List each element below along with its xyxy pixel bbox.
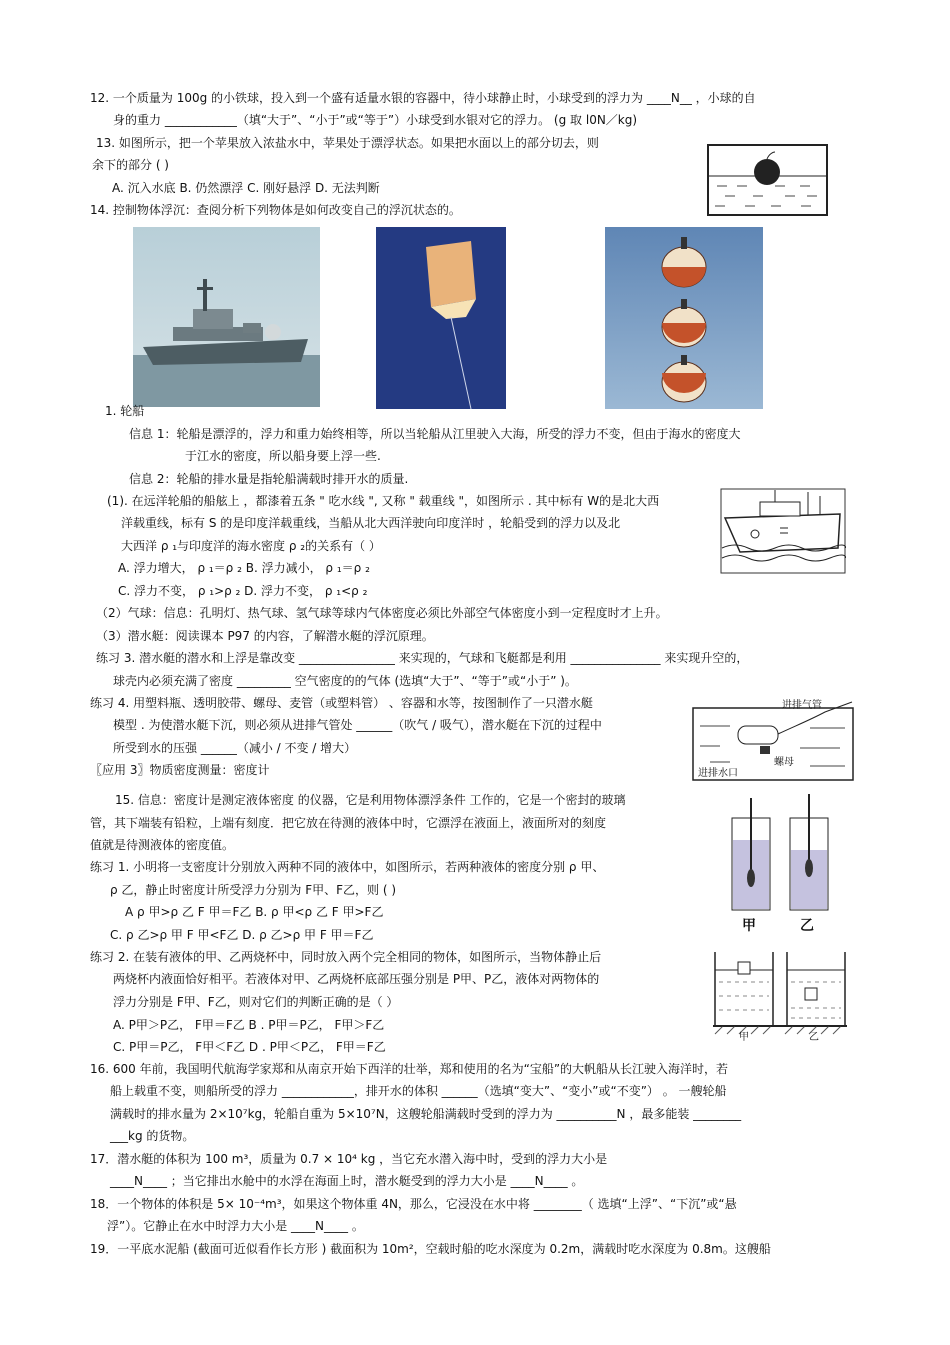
text-line: 19．一平底水泥船 (截面可近似看作长方形 ) 截面积为 10m²，空载时船的吃水深度为 0.2m，满载时吃水深度为 0.8m。这艘船 [90, 1242, 771, 1256]
text-line: 练习 1. 小明将一支密度计分别放入两种不同的液体中，如图所示，若两种液体的密度分别 ρ 甲、 [90, 860, 605, 874]
lantern-photo [376, 227, 506, 409]
pipe-label: 进排气管 [782, 700, 822, 711]
hydrometer-figure [720, 790, 844, 940]
text-line: 浮力分别是 F甲、F乙，则对它们的判断正确的是（ ） [113, 995, 399, 1009]
text-line: （2）气球：信息：孔明灯、热气球、氢气球等球内气体密度必须比外部空气体密度小到一定程度时才上升。 [96, 606, 668, 620]
beaker-label-yi: 乙 [809, 1032, 819, 1043]
text-line: A ρ 甲>ρ 乙 F 甲＝F乙 B. ρ 甲<ρ 乙 F 甲>F乙 [125, 905, 384, 919]
ship-loadline-figure [720, 488, 846, 574]
submarine-model-figure [690, 696, 855, 782]
text-line: 球壳内必须充满了密度 _________ 空气密度的的气体 (选填“大于”、“等于”或“小于” )。 [113, 674, 577, 688]
text-line: 练习 2. 在装有液体的甲、乙两烧杯中，同时放入两个完全相同的物体，如图所示，当物体静止后 [90, 950, 602, 964]
text-line: 18．一个物体的体积是 5× 10⁻⁴m³，如果这个物体重 4N，那么，它浸没在水中将 ________（ 选填“上浮”、“下沉”或“悬 [90, 1197, 737, 1211]
text-line: A. 沉入水底 B. 仍然漂浮 C. 刚好悬浮 D. 无法判断 [112, 181, 380, 195]
label-jia: 甲 [742, 918, 756, 934]
text-line: C. P甲＝P乙， F甲＜F乙 D . P甲＜P乙， F甲＝F乙 [113, 1040, 386, 1054]
text-line: 满载时的排水量为 2×10⁷kg，轮船自重为 5×10⁷N，这艘轮船满载时受到的浮力为 __________N ，最多能装 ________ [110, 1107, 742, 1121]
text-line: 练习 4. 用塑料瓶、透明胶带、螺母、麦管（或塑料管） 、容器和水等，按图制作了一只潜水艇 [90, 696, 593, 710]
text-line: (1). 在远洋轮船的船舷上 ，都漆着五条 " 吃水线 ", 又称 " 载重线 "，如图所示 . 其中标有 W的是北大西 [107, 494, 660, 508]
nut-label: 螺母 [774, 757, 794, 768]
text-line: 于江水的密度，所以船身要上浮一些. [185, 449, 381, 463]
text-line: 浮”）。它静止在水中时浮力大小是 ____N____ 。 [107, 1219, 364, 1233]
two-beakers-figure [705, 948, 855, 1043]
text-line: 管，其下端装有铅粒，上端有刻度．把它放在待测的液体中时，它漂浮在液面上，液面所对的刻度 [90, 816, 607, 830]
text-line: 〖应用 3〗物质密度测量：密度计 [90, 763, 270, 777]
text-line: 15. 信息：密度计是测定液体密度 的仪器，它是利用物体漂浮条件 工作的，它是一个密封的玻璃 [115, 793, 626, 807]
text-line: 身的重力 ____________（填“大于”、“小于”或“等于”）小球受到水银对它的浮力。 (g 取 l0N／kg) [113, 113, 638, 127]
text-line: 信息 2：轮船的排水量是指轮船满载时排开水的质量. [129, 472, 409, 486]
text-line: ρ 乙，静止时密度计所受浮力分别为 F甲、F乙，则 ( ) [110, 883, 397, 897]
text-line: 船上载重不变，则船所受的浮力 ____________，排开水的体积 ______（选填“变大”、“变小”或“不变”） 。 一艘轮船 [110, 1084, 727, 1098]
text-line: A. 浮力增大， ρ ₁＝ρ ₂ B. 浮力减小， ρ ₁＝ρ ₂ [118, 561, 370, 575]
text-line: 14. 控制物体浮沉：查阅分析下列物体是如何改变自己的浮沉状态的。 [90, 203, 461, 217]
text-line: 大西洋 ρ ₁与印度洋的海水密度 ρ ₂的关系有（ ） [121, 539, 381, 553]
apple-figure [705, 142, 830, 218]
text-line: 所受到水的压强 ______（减小 / 不变 / 增大） [113, 741, 357, 755]
text-line: 17．潜水艇的体积为 100 m³，质量为 0.7 × 10⁴ kg ，当它充水潜入海中时，受到的浮力大小是 [90, 1152, 608, 1166]
text-line: 13. 如图所示，把一个苹果放入浓盐水中，苹果处于漂浮状态。如果把水面以上的部分切去，则 [96, 136, 599, 150]
text-line: 洋载重线，标有 S 的是印度洋载重线，当船从北大西洋驶向印度洋时 ，轮船受到的浮力以及北 [121, 516, 621, 530]
text-line: 16. 600 年前，我国明代航海学家郑和从南京开始下西洋的壮举，郑和使用的名为“宝船”的大帆船从长江驶入海洋时，若 [90, 1062, 729, 1076]
text-line: A. P甲＞P乙， F甲＝F乙 B . P甲＝P乙， F甲＞F乙 [113, 1018, 385, 1032]
text-line: C. 浮力不变， ρ ₁>ρ ₂ D. 浮力不变， ρ ₁<ρ ₂ [118, 584, 368, 598]
text-line: 信息 1：轮船是漂浮的，浮力和重力始终相等，所以当轮船从江里驶入大海，所受的浮力不变，但由于海水的密度大 [129, 427, 741, 441]
text-line: 12. 一个质量为 100g 的小铁球，投入到一个盛有适量水银的容器中，待小球静止时，小球受到的浮力为 ____N__ ，小球的自 [90, 91, 756, 105]
text-line: 两烧杯内液面恰好相平。若液体对甲、乙两烧杯底部压强分别是 P甲、P乙，液体对两物体的 [113, 972, 600, 986]
beaker-label-jia: 甲 [739, 1032, 749, 1043]
inlet-label: 进排水口 [698, 768, 738, 779]
text-line: 值就是待测液体的密度值。 [90, 838, 235, 852]
submarine-diagram [605, 227, 763, 409]
text-line: 模型 . 为使潜水艇下沉，则必须从进排气管处 ______（吹气 / 吸气），潜水艇在下沉的过程中 [113, 718, 602, 732]
text-line: C. ρ 乙>ρ 甲 F 甲<F乙 D. ρ 乙>ρ 甲 F 甲＝F乙 [110, 928, 374, 942]
text-line: 1. 轮船 [105, 404, 145, 418]
text-line: 余下的部分 ( ) [92, 158, 169, 172]
text-line: 练习 3. 潜水艇的潜水和上浮是靠改变 ________________ 来实现的，气球和飞艇都是利用 _______________ 来实现升空的， [96, 651, 749, 665]
warship-photo [133, 227, 320, 407]
text-line: ____N____ ；当它排出水舱中的水浮在海面上时，潜水艇受到的浮力大小是 ____N____ 。 [110, 1174, 584, 1188]
label-yi: 乙 [800, 918, 814, 934]
text-line: ___kg 的货物。 [110, 1129, 195, 1143]
text-line: （3）潜水艇：阅读课本 P97 的内容，了解潜水艇的浮沉原理。 [96, 629, 434, 643]
